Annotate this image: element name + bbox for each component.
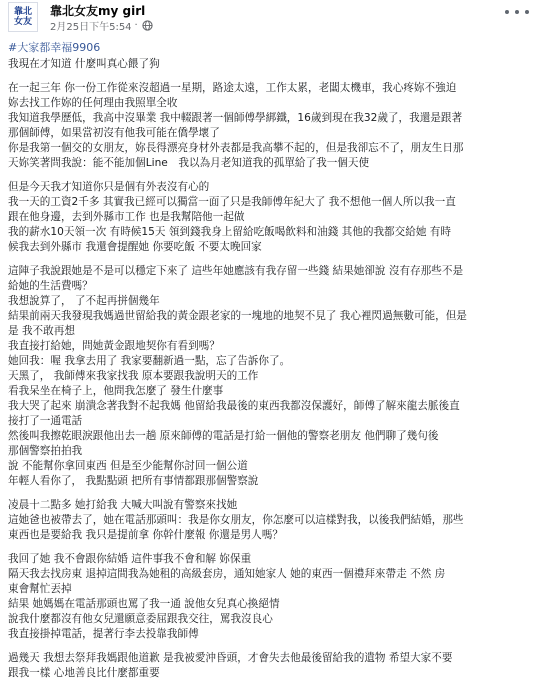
post-text-line: 東西也是要給我 我只是提前拿 你幹什麼報 你還是男人嗎？ (8, 529, 283, 541)
post-text-line: 她回我：喔 我拿去用了 我家要翻新過一點，忘了告訴你了。 (8, 355, 291, 367)
post-paragraph (8, 498, 532, 543)
avatar-text-line-1: 靠北 (13, 7, 32, 17)
more-options-icon[interactable] (505, 4, 529, 20)
post-text-line: 凌晨十二點多 她打給我 大喊大叫說有警察來找她 (8, 499, 238, 511)
post-body (8, 57, 532, 690)
post-paragraph (8, 57, 532, 72)
post-text-line: 但是今天我才知道你只是個有外表沒有心的 (8, 181, 210, 193)
post-text-line: 這陣子我說跟她是不是可以穩定下來了 這些年她應該有我存留一些錢 結果她卻說 沒有存那些不是 (8, 265, 464, 277)
page-avatar[interactable] (8, 2, 38, 32)
page-name-link[interactable]: 靠北女友my girl (50, 4, 146, 18)
post-text-line: 我直接掛掉電話，提著行李去投靠我師傅 (8, 628, 199, 640)
post-paragraph (8, 180, 532, 255)
post-text-line: 妳去找工作妳的任何理由我照單全收 (8, 97, 178, 109)
post-text-line: 隔天我去找房東 退掉這間我為她租的高級套房，通知她家人 她的東西一個禮拜來帶走 不然 房 (8, 568, 446, 580)
post-text-line: 天黑了， 我師傅來我家找我 原本要跟我說明天的工作 (8, 370, 259, 382)
post-text-line: 我回了她 我不會跟你結婚 這件事我不會和解 妳保重 (8, 553, 252, 565)
post-text-line: 你是我第一個交的女朋友，妳長得漂亮身材外表都是我高攀不起的，但是我卻忘不了，朋友生日那 (8, 142, 464, 154)
post-meta (50, 18, 153, 33)
post-paragraph (8, 651, 532, 681)
meta-separator: · (134, 20, 138, 31)
post-text-line: 給她的生活費嗎？ (8, 280, 93, 292)
post-text-line: 我知道我學歷低，我高中沒畢業 我中輟跟著一個師傅學綁鐵，16歲到現在我32歲了，我還是跟著 (8, 112, 463, 124)
hashtag-link[interactable]: #大家都幸福9906 (8, 41, 101, 54)
post-text-line: 我大哭了起來 崩潰念著我對不起我媽 他留給我最後的東西我都沒保護好，師傅了解來龍去脈後直 (8, 400, 460, 412)
post-text-line: 結果 她媽媽在電話那頭也罵了我一通 說他女兒真心換絕情 (8, 598, 280, 610)
post-text-line: 我一天的工資2千多 其實我已經可以獨當一面了只是我師傅年紀大了 我不想他一個人所以我一直 (8, 196, 456, 208)
post-timestamp[interactable]: 2月25日下午5:54 (50, 22, 132, 33)
post-text-line: 跟在他身邊，去到外縣市工作 也是我幫陪他一起做 (8, 211, 245, 223)
post-text-line: 我的薪水10天領一次 有時候15天 領到錢我身上留給吃飯喝飲料和油錢 其他的我都交給她 有時 (8, 226, 451, 238)
post-text-line: 結果前兩天我發現我媽過世留給我的黃金跟老家的一塊地的地契不見了 我心裡閃過無數可能，但是 (8, 310, 467, 322)
post-text-line: 這她爸也被帶去了，她在電話那頭叫：我是你女朋友，你怎麼可以這樣對我，以後我們結婚，那些 (8, 514, 464, 526)
post-text-line: 年輕人看你了， 我點點頭 把所有事情都跟那個警察說 (8, 475, 259, 487)
post-paragraph (8, 81, 532, 171)
post-text-line: 過幾天 我想去祭拜我媽跟他道歉 是我被愛沖昏頭，才會失去他最後留給我的遺物 希望大家不要 (8, 652, 453, 664)
post-text-line: 我現在才知道 什麼叫真心餵了狗 (8, 58, 160, 70)
post-text-line: 然後叫我擦乾眼淚跟他出去一趟 原來師傅的電話是打給一個他的警察老朋友 他們聊了幾句後 (8, 430, 439, 442)
post-text-line: 天妳笑著問我說：能不能加個Line 我以為月老知道我的孤單給了我一個天使 (8, 157, 370, 169)
post-text-line: 跟我一樣 心地善良比什麼都重要 (8, 667, 160, 679)
post-text-line: 那個師傅，如果當初沒有他我可能在僑學壞了 (8, 127, 220, 139)
post-text-line: 是 我不敢再想 (8, 325, 75, 337)
post-text-line: 在一起三年 你一份工作從來沒超過一星期，路途太遠，工作太累，老闆太機車，我心疼妳不強迫 (8, 82, 457, 94)
post-header (8, 2, 533, 36)
post-text-line: 接打了一通電話 (8, 415, 83, 427)
post-text-line: 我直接打給她，問她黃金跟地契你有看到嗎？ (8, 340, 220, 352)
post-text-line: 看我呆坐在椅子上，他問我怎麼了 發生什麼事 (8, 385, 224, 397)
post-text-line: 那個警察拍拍我 (8, 445, 83, 457)
globe-icon (142, 20, 153, 31)
post-paragraph (8, 552, 532, 642)
post-text-line: 我想說算了， 了不起再拼個幾年 (8, 295, 160, 307)
avatar-text-line-2: 女友 (13, 17, 32, 27)
post-paragraph (8, 264, 532, 489)
post-text-line: 候我去到外縣市 我還會提醒她 你要吃飯 不要太晚回家 (8, 241, 262, 253)
post-text-line: 東會幫忙丟掉 (8, 583, 72, 595)
post-text-line: 說 不能幫你拿回東西 但是至少能幫你討回一個公道 (8, 460, 248, 472)
post-text-line: 說我什麼都沒有他女兒還願意委屈跟我交往，罵我沒良心 (8, 613, 273, 625)
